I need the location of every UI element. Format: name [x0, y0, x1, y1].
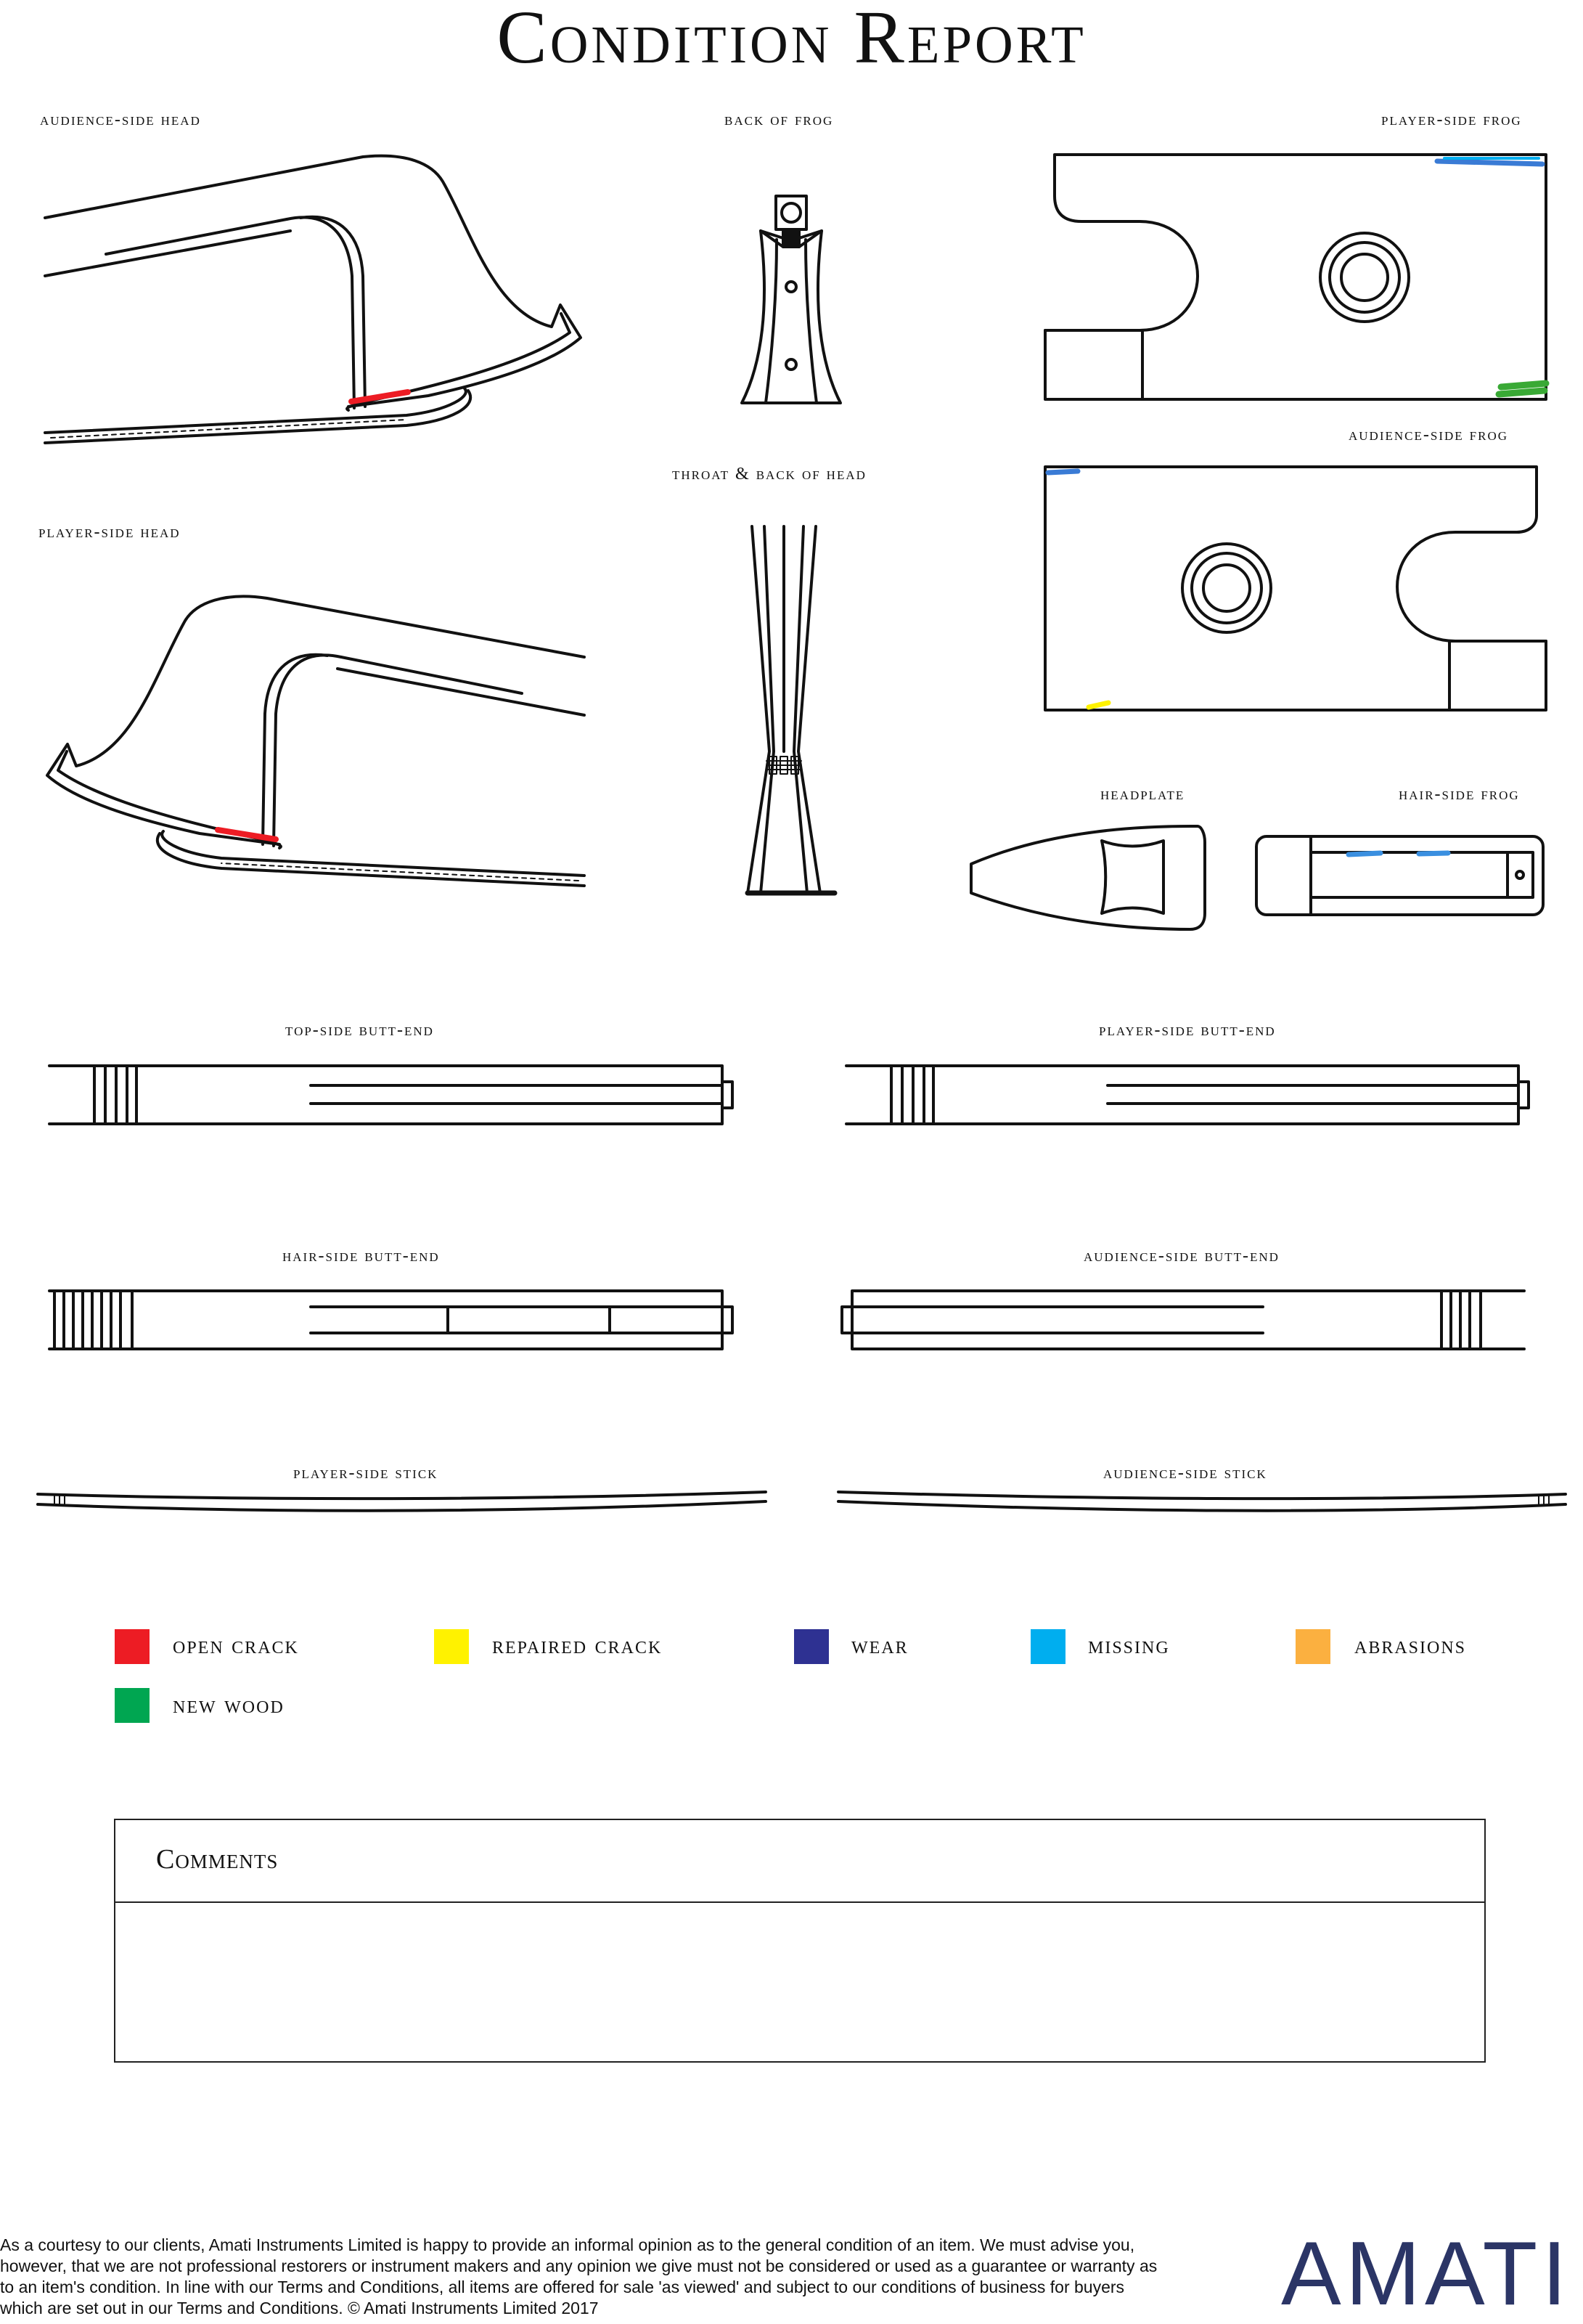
label-top-side-butt-end: top-side butt-end: [285, 1021, 434, 1040]
label-hair-side-frog: hair-side frog: [1399, 785, 1520, 804]
audience-side-butt-end-diagram: [842, 1291, 1524, 1349]
comments-title: Comments: [156, 1844, 279, 1875]
label-audience-side-frog: audience-side frog: [1349, 425, 1508, 444]
audience-side-stick-diagram: [838, 1492, 1566, 1511]
wear-mark-player-frog: [1437, 161, 1542, 164]
top-side-butt-end-diagram: [49, 1066, 732, 1124]
player-side-stick-diagram: [38, 1492, 766, 1511]
label-hair-side-butt-end: hair-side butt-end: [282, 1247, 440, 1265]
label-audience-side-butt-end: audience-side butt-end: [1084, 1247, 1280, 1265]
new-wood-mark-player-frog: [1499, 383, 1546, 394]
legend-swatch-wear: [794, 1629, 829, 1664]
headplate-diagram: [971, 826, 1205, 929]
wear-mark-audience-frog: [1048, 471, 1078, 473]
throat-back-of-head-diagram: [748, 526, 835, 893]
legend-label-abrasions: abrasions: [1354, 1632, 1467, 1659]
label-back-of-frog: back of frog: [724, 110, 834, 129]
legend-swatch-open-crack: [115, 1629, 150, 1664]
label-player-side-head: player-side head: [38, 523, 181, 542]
comments-header: [115, 1820, 1484, 1903]
hair-side-butt-end-diagram: [49, 1291, 732, 1349]
disclaimer-text: As a courtesy to our clients, Amati Instruments Limited is happy to provide an informal opinion as to the general condition of an item. We must advise you, however, that we are not professional restorers or instrument makers and any opinion we give must not be considered or used as a guarantee or warranty as to an item's condition. In line with our Terms and Conditions, all items are offered for sale 'as viewed' and subject to our conditions of business for buyers which are set out in our Terms and Conditions. © Amati Instruments Limited 2017: [0, 2235, 1158, 2317]
player-side-frog-diagram: [1045, 155, 1546, 399]
back-of-frog-diagram: [742, 196, 840, 403]
amati-logo: AMATI: [1281, 2224, 1571, 2324]
label-player-side-frog: player-side frog: [1381, 110, 1522, 129]
label-player-side-stick: player-side stick: [293, 1464, 438, 1483]
label-audience-side-head: audience-side head: [40, 110, 201, 129]
label-player-side-butt-end: player-side butt-end: [1099, 1021, 1276, 1040]
legend-swatch-missing: [1031, 1629, 1065, 1664]
player-side-butt-end-diagram: [846, 1066, 1529, 1124]
legend-swatch-abrasions: [1296, 1629, 1330, 1664]
label-audience-side-stick: audience-side stick: [1103, 1464, 1267, 1483]
legend-label-new-wood: new wood: [173, 1692, 285, 1718]
audience-side-head-diagram: [45, 156, 581, 443]
repaired-crack-mark-audience-frog: [1089, 703, 1108, 707]
legend-swatch-new-wood: [115, 1688, 150, 1723]
legend-swatch-repaired-crack: [434, 1629, 469, 1664]
player-side-head-diagram: [47, 596, 584, 886]
comments-box: [114, 1819, 1486, 2063]
legend-label-wear: wear: [851, 1632, 909, 1659]
legend-label-missing: missing: [1088, 1632, 1170, 1659]
page-title: Condition Report: [496, 0, 1087, 79]
comments-body[interactable]: [156, 1922, 1444, 2047]
hair-side-frog-diagram: [1256, 836, 1543, 915]
legend-label-open-crack: open crack: [173, 1632, 299, 1659]
label-headplate: headplate: [1100, 785, 1185, 804]
legend-label-repaired-crack: repaired crack: [492, 1632, 663, 1659]
audience-side-frog-diagram: [1045, 467, 1546, 710]
label-throat-back-of-head: throat & back of head: [672, 465, 867, 484]
